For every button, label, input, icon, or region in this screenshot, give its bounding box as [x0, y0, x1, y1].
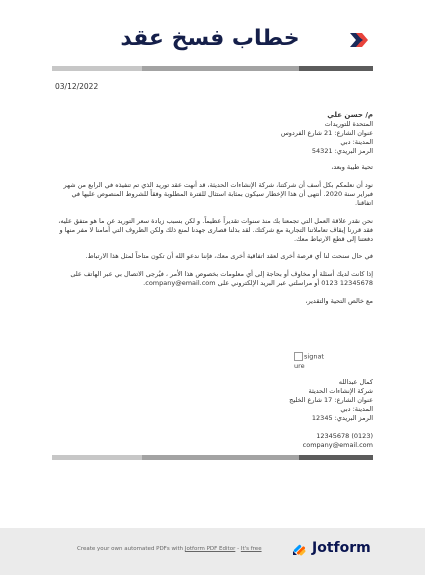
sender-city: المدينة: دبي — [340, 405, 373, 413]
jotform-logo-icon — [292, 540, 308, 556]
pdf-editor-link[interactable]: Jotform PDF Editor — [184, 546, 236, 552]
recipient-company: المتحدة للتوريدات — [324, 120, 373, 128]
signature-alt-text: signat ure — [294, 352, 324, 370]
bottom-divider — [52, 455, 373, 460]
jotform-logo[interactable] — [292, 540, 371, 556]
signature-image — [294, 352, 324, 371]
closing — [305, 297, 373, 306]
recipient-name: م/ حسن علي — [327, 111, 373, 119]
paragraph-1-text: نود أن نعلمكم بكل أسف أن شركتنا، شركة الإنشاءات الحديثة، قد أنهت عقد توريد الذي تم تنفيذه في الرابع من شهر فبراير سنة 2020. أنتهى أن هذا الإخطار سيكون بمثابة استثال للفترة المطلوبة وفقاً للشروط المنصوص عليها في اتفاقنا. — [63, 181, 373, 207]
paragraph-2-text: نحن نقدر علاقة العمل التي تجمعنا بك منذ سنوات تقديراً عظيماً. و لكن بسبب زيادة سعر التوريد عن ما هو متفق عليه، فقد قررنا إيقاف تعاملاتنا التجارية مع شركتك. لقد بذلنا قصارى جهدنا لمنع ذلك ولكن الظروف التي أمامنا لا مفر منها و دفعتنا إلى قطع الارتباط معك. — [58, 217, 373, 243]
closing-text: مع خالص التحية والتقدير، — [305, 297, 373, 305]
sender-postal: الرمز البريدي: 12345 — [311, 414, 373, 422]
greeting-text: تحية طيبة وبعد، — [331, 163, 373, 171]
sender-phone: (0123) 12345678 — [316, 432, 373, 440]
paragraph-1 — [53, 181, 373, 208]
chevron-logo-icon — [350, 30, 370, 50]
sender-company: شركة الإنشاءات الحديثة — [308, 387, 373, 395]
recipient-postal: الرمز البريدي: 54321 — [311, 147, 373, 155]
top-divider — [52, 66, 373, 71]
greeting — [331, 163, 373, 172]
paragraph-3 — [53, 252, 373, 261]
recipient-address: عنوان الشارع: 21 شارع الفردوس — [280, 129, 373, 137]
sender-email: company@email.com — [302, 441, 373, 449]
footer-separator: - — [237, 546, 241, 552]
paragraph-3-text: في حال سنحت لنا أي فرصة أخرى لعقد اتفاقية أخرى معك، فإننا ندعو الله أن تكون متاحاً لمثل هذا الارتباط. — [85, 252, 373, 260]
sender-name: كمال عبدالله — [338, 378, 373, 386]
broken-image-icon — [294, 352, 303, 361]
page-title: خطاب فسخ عقد — [120, 26, 300, 51]
recipient-block — [281, 111, 373, 156]
sender-address: عنوان الشارع: 17 شارع الخليج — [289, 396, 373, 404]
footer-text — [77, 546, 262, 552]
footer-caption: Create your own automated PDFs with — [77, 546, 184, 552]
jotform-wordmark: Jotform — [312, 540, 371, 556]
paragraph-4 — [53, 270, 373, 288]
sender-block — [289, 378, 373, 423]
paragraph-2 — [53, 217, 373, 244]
paragraph-4-text: إذا كانت لديك أسئلة أو مخاوف أو بحاجة إلى أي معلومات بخصوص هذا الأمر ، فيُرجى الاتصال بي عبر الهاتف على 12345678 0123 أو مراسلتي عبر البريد الإلكتروني على company@email.com. — [70, 270, 373, 287]
footer — [0, 528, 425, 575]
its-free-link[interactable]: It's free — [240, 546, 262, 552]
recipient-city: المدينة: دبي — [340, 138, 373, 146]
letter-date: 03/12/2022 — [55, 82, 99, 91]
sender-contact — [303, 432, 373, 450]
